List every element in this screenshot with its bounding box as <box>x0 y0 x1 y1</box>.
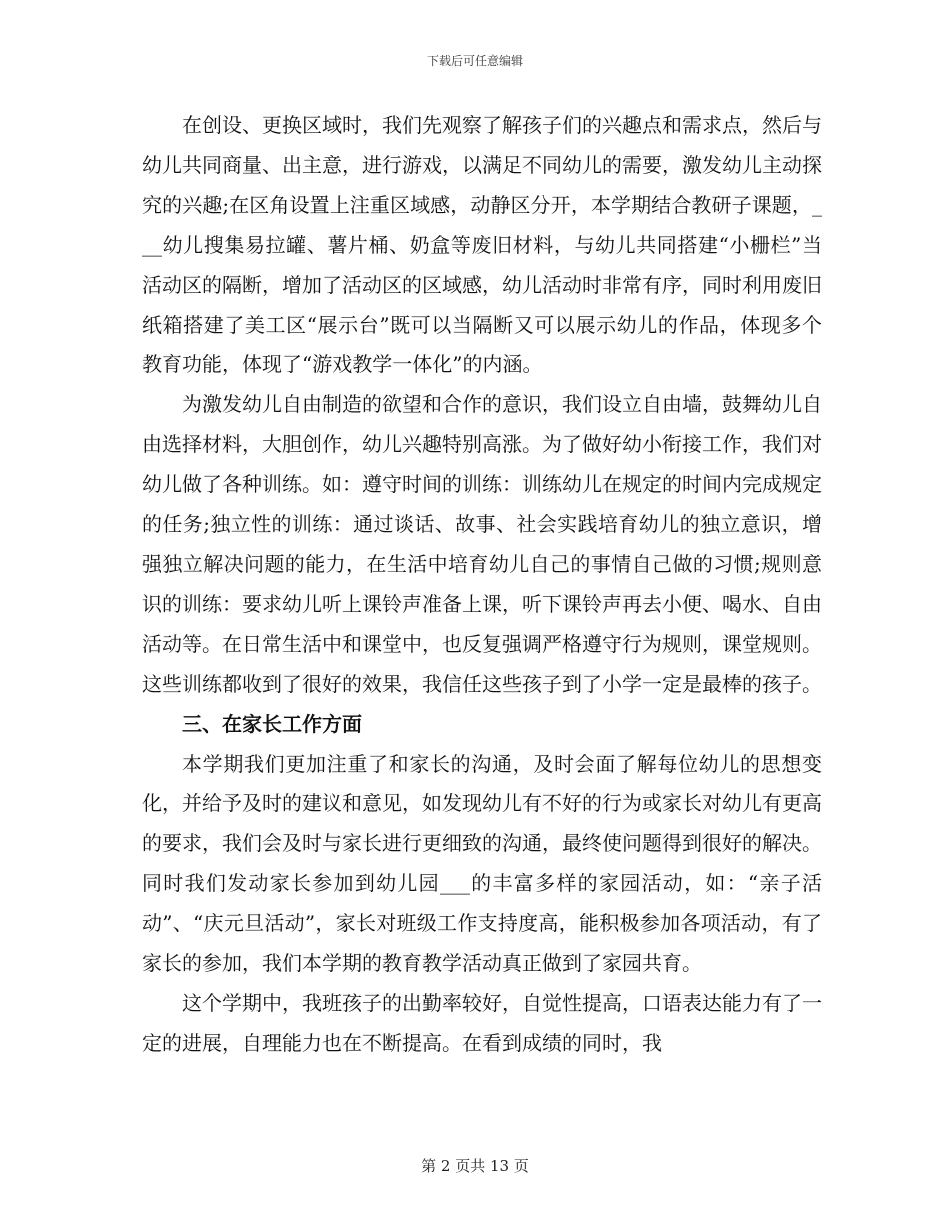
page-header: 下载后可任意编辑 <box>426 54 523 68</box>
paragraph-semester-summary: 这个学期中，我班孩子的出勤率较好，自觉性提高，口语表达能力有了一定的进展，自理能力也在不断提高。在看到成绩的同时，我 <box>142 990 822 1055</box>
section-heading-parent-work: 三、在家长工作方面 <box>182 711 362 736</box>
document-body <box>142 106 822 1064</box>
page-number: 第 2 页共 13 页 <box>421 1157 529 1175</box>
paragraph-training: 为激发幼儿自由制造的欲望和合作的意识，我们设立自由墙，鼓舞幼儿自由选择材料，大胆创作，幼儿兴趣特别高涨。为了做好幼小衔接工作，我们对幼儿做了各种训练。如：遵守时间的训练：训练幼儿在规定的时间内完成规定的任务;独立性的训练：通过谈话、故事、社会实践培育幼儿的独立意识，增强独立解决问题的能力，在生活中培育幼儿自己的事情自己做的习惯;规则意识的训练：要求幼儿听上课铃声准备上课，听下课铃声再去小便、喝水、自由活动等。在日常生活中和课堂中，也反复强调严格遵守行为规则，课堂规则。这些训练都收到了很好的效果，我信任这些孩子到了小学一定是最棒的孩子。 <box>142 392 822 696</box>
paragraph-parent-communication: 本学期我们更加注重了和家长的沟通，及时会面了解每位幼儿的思想变化，并给予及时的建议和意见，如发现幼儿有不好的行为或家长对幼儿有更高的要求，我们会及时与家长进行更细致的沟通，最终使问题得到很好的解决。同时我们发动家长参加到幼儿园___的丰富多样的家园活动，如：“亲子活动”、“庆元旦活动”，家长对班级工作支持度高，能积极参加各项活动，有了家长的参加，我们本学期的教育教学活动真正做到了家园共育。 <box>142 751 822 976</box>
paragraph-area-setup: 在创设、更换区域时，我们先观察了解孩子们的兴趣点和需求点，然后与幼儿共同商量、出主意，进行游戏，以满足不同幼儿的需要，激发幼儿主动探究的兴趣;在区角设置上注重区域感，动静区分开，本学期结合教研子课题，___幼儿搜集易拉罐、薯片桶、奶盒等废旧材料，与幼儿共同搭建“小栅栏”当活动区的隔断，增加了活动区的区域感，幼儿活动时非常有序，同时利用废旧纸箱搭建了美工区“展示台”既可以当隔断又可以展示幼儿的作品，体现多个教育功能，体现了“游戏教学一体化”的内涵。 <box>142 113 822 377</box>
